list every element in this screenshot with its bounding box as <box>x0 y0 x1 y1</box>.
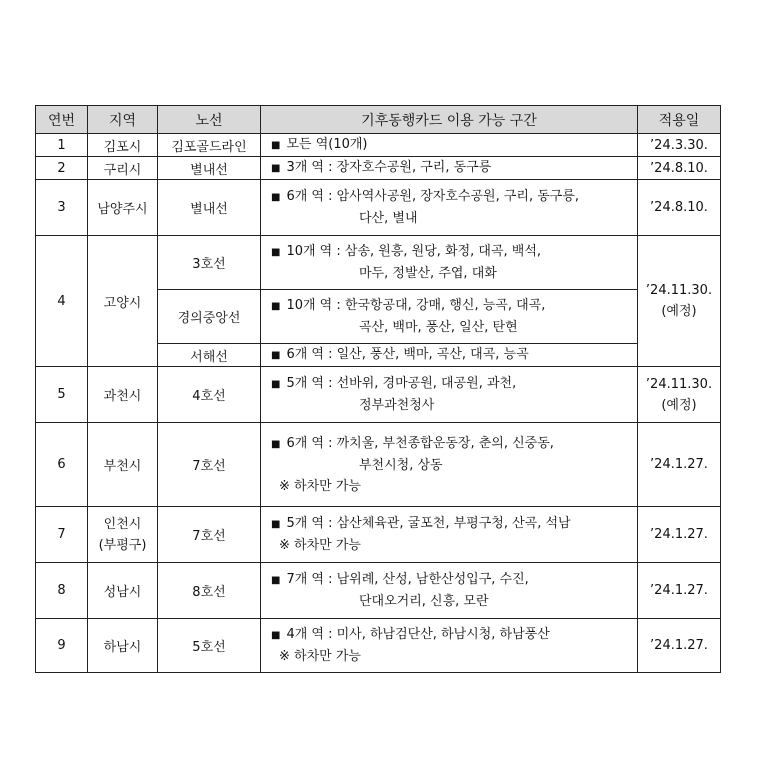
table-row <box>36 157 721 180</box>
bullet-icon: ■ <box>271 350 281 361</box>
row-line: 별내선 <box>158 180 261 236</box>
row-date: ’24.11.30. (예정) <box>638 367 721 423</box>
alight-only-note: ※ 하차만 가능 <box>279 478 361 494</box>
alight-only-note: ※ 하차만 가능 <box>279 538 361 553</box>
row-date: ’24.3.30. <box>638 134 721 157</box>
header-no: 연번 <box>36 106 88 134</box>
header-date: 적용일 <box>638 106 721 134</box>
header-row <box>36 106 721 134</box>
bullet-icon: ■ <box>271 575 281 586</box>
row-no: 9 <box>36 619 88 673</box>
header-region: 지역 <box>88 106 158 134</box>
row-region: 김포시 <box>88 134 158 157</box>
row-no: 1 <box>36 134 88 157</box>
table-row <box>36 563 721 619</box>
row-line: 7호선 <box>158 423 261 507</box>
table-row <box>36 134 721 157</box>
row-line: 3호선 <box>158 236 261 290</box>
row-date: ’24.8.10. <box>638 180 721 236</box>
bullet-icon: ■ <box>271 519 281 530</box>
row-date: ’24.1.27. <box>638 619 721 673</box>
row-coverage: ■ 3개 역 : 장자호수공원, 구리, 동구릉 <box>261 157 638 180</box>
row-coverage: ■ 10개 역 : 삼송, 원흥, 원당, 화정, 대곡, 백석, 마두, 정발산, 주엽, 대화 <box>261 236 638 290</box>
row-coverage: ■ 4개 역 : 미사, 하남검단산, 하남시청, 하남풍산 ※ 하차만 가능 <box>261 619 638 673</box>
table-row <box>36 236 721 290</box>
row-no: 5 <box>36 367 88 423</box>
row-region: 고양시 <box>88 236 158 367</box>
table-row <box>36 507 721 563</box>
row-coverage: ■ 7개 역 : 남위례, 산성, 남한산성입구, 수진, 단대오거리, 신흥, 모란 <box>261 563 638 619</box>
table-row <box>36 180 721 236</box>
row-coverage: ■ 모든 역(10개) <box>261 134 638 157</box>
bullet-icon: ■ <box>271 630 281 641</box>
row-line: 김포골드라인 <box>158 134 261 157</box>
row-line: 경의중앙선 <box>158 290 261 344</box>
row-no: 3 <box>36 180 88 236</box>
row-region: 과천시 <box>88 367 158 423</box>
row-no: 2 <box>36 157 88 180</box>
row-no: 6 <box>36 423 88 507</box>
row-coverage: ■ 5개 역 : 삼산체육관, 굴포천, 부평구청, 산곡, 석남 ※ 하차만 가능 <box>261 507 638 563</box>
row-coverage: ■ 6개 역 : 암사역사공원, 장자호수공원, 구리, 동구릉, 다산, 별내 <box>261 180 638 236</box>
row-region: 성남시 <box>88 563 158 619</box>
row-no: 4 <box>36 236 88 367</box>
row-date: ’24.1.27. <box>638 507 721 563</box>
row-region: 인천시 (부평구) <box>88 507 158 563</box>
bullet-icon: ■ <box>271 247 281 258</box>
bullet-icon: ■ <box>271 379 281 390</box>
row-coverage: ■ 10개 역 : 한국항공대, 강매, 행신, 능곡, 대곡, 곡산, 백마, 풍산, 일산, 탄현 <box>261 290 638 344</box>
row-coverage: ■ 6개 역 : 까치울, 부천종합운동장, 춘의, 신중동, 부천시청, 상동 ※ 하차만 가능 <box>261 423 638 507</box>
row-line: 7호선 <box>158 507 261 563</box>
subway-coverage-table <box>35 105 721 673</box>
row-region: 구리시 <box>88 157 158 180</box>
alight-only-note: ※ 하차만 가능 <box>279 649 361 664</box>
table-row <box>36 619 721 673</box>
row-no: 7 <box>36 507 88 563</box>
row-coverage: ■ 5개 역 : 선바위, 경마공원, 대공원, 과천, 정부과천청사 <box>261 367 638 423</box>
row-line: 별내선 <box>158 157 261 180</box>
row-line: 8호선 <box>158 563 261 619</box>
table-row <box>36 367 721 423</box>
bullet-icon: ■ <box>271 301 281 312</box>
row-region: 남양주시 <box>88 180 158 236</box>
row-no: 8 <box>36 563 88 619</box>
header-coverage: 기후동행카드 이용 가능 구간 <box>261 106 638 134</box>
row-region: 하남시 <box>88 619 158 673</box>
header-line: 노선 <box>158 106 261 134</box>
row-date: ’24.8.10. <box>638 157 721 180</box>
row-line: 서해선 <box>158 344 261 367</box>
row-date: ’24.1.27. <box>638 563 721 619</box>
table-row <box>36 423 721 507</box>
row-region: 부천시 <box>88 423 158 507</box>
bullet-icon: ■ <box>271 438 281 450</box>
bullet-icon: ■ <box>271 163 281 174</box>
row-line: 4호선 <box>158 367 261 423</box>
row-date: ’24.1.27. <box>638 423 721 507</box>
bullet-icon: ■ <box>271 140 281 151</box>
row-line: 5호선 <box>158 619 261 673</box>
row-coverage: ■ 6개 역 : 일산, 풍산, 백마, 곡산, 대곡, 능곡 <box>261 344 638 367</box>
bullet-icon: ■ <box>271 192 281 203</box>
row-date: ’24.11.30. (예정) <box>638 236 721 367</box>
